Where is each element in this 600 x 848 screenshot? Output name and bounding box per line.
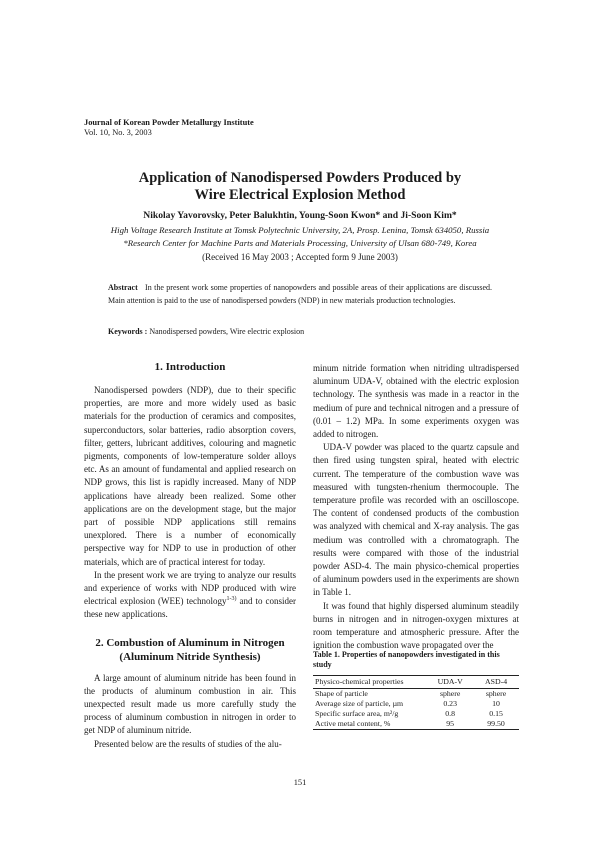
table-header-asd-4: ASD-4 xyxy=(473,676,519,689)
table-cell: sphere xyxy=(485,689,507,698)
table-header-row xyxy=(313,676,519,689)
intro-p2-text: In the present work we are trying to analyze our results and experience of works with NDP produced with wire electrical explosion (WEE) technology xyxy=(84,569,296,607)
table-header-property: Physico-chemical properties xyxy=(313,676,427,689)
table-cell: sphere xyxy=(439,689,461,698)
journal-name: Journal of Korean Powder Metallurgy Institute xyxy=(84,118,254,127)
table-row xyxy=(313,709,519,719)
right-column xyxy=(313,362,519,652)
keywords xyxy=(108,327,304,336)
section-2-heading-line-1: 2. Combustion of Aluminum in Nitrogen xyxy=(95,636,285,649)
right-paragraph-3: It was found that highly dispersed aluminum steadily burns in nitrogen and in nitrogen-oxygen mixtures at room temperature and atmospheric pressure. After the ignition the combustion wave propagated over the xyxy=(313,600,519,651)
section-2-heading xyxy=(84,636,296,664)
table-row xyxy=(313,699,519,709)
affiliation-1: High Voltage Research Institute at Tomsk Polytechnic University, 2A, Prosp. Lenina, Tomsk 634050, Russia xyxy=(110,225,490,235)
table-header-uda-v: UDA-V xyxy=(427,676,473,689)
title-line-2: Wire Electrical Explosion Method xyxy=(194,187,406,203)
table-cell: 95 xyxy=(427,719,473,730)
keywords-text: Nanodispersed powders, Wire electric explosion xyxy=(149,327,305,336)
table-cell: 0.8 xyxy=(445,709,456,718)
intro-p2-end: and to consider these new applications. xyxy=(84,596,297,620)
paper-title xyxy=(0,170,600,204)
right-paragraph-1: minum nitride formation when nitriding ultradispersed aluminum UDA-V, obtained with the electric explosion technology. The synthesis was made in a reactor in the medium of pure and technical nitrogen and a pressure of (0.01 – 1.2) MPa. In some experiments oxygen was added to nitrogen. xyxy=(313,363,519,440)
received-dates: (Received 16 May 2003 ; Accepted form 9 June 2003) xyxy=(202,252,398,262)
section-2-paragraph-1: A large amount of aluminum nitride has been found in the products of aluminum combustion in air. This unexpected result made us more carefully study the process of aluminum combustion in nitrogen in order to get NDP of aluminum nitride. xyxy=(84,672,296,736)
table-1-caption: Table 1. Properties of nanopowders investigated in this study xyxy=(313,650,500,669)
table-cell: Shape of particle xyxy=(315,689,368,698)
table-cell: Average size of particle, µm xyxy=(315,699,404,708)
author-list: Nikolay Yavorovsky, Peter Balukhtin, Young-Soon Kwon* and Ji-Soon Kim* xyxy=(143,210,457,221)
intro-paragraph-2 xyxy=(84,569,296,622)
table-cell: 10 xyxy=(492,699,500,708)
left-column xyxy=(84,360,296,751)
table-cell: 0.23 xyxy=(443,699,457,708)
table-cell: Active metal content, % xyxy=(313,719,427,730)
abstract-text: In the present work some properties of nanopowders and possible areas of their applications are discussed. Main attention is paid to the use of nanodispersed powders (NDP) in new materials production technologies. xyxy=(108,283,493,306)
right-paragraph-2: UDA-V powder was placed to the quartz capsule and then fired using tungsten spiral, heated with electric current. The temperature of the combustion wave was measured with tungsten-rhenium thermocouple. The temperature profile was recorded with an oscilloscope. The content of condensed products of the combustion was analyzed with chemical and X-ray analysis. The gas medium was controlled with a chromatograph. The results were compared with those of the industrial powder ASD-4. The main physico-chemical properties of aluminum powders used in the experiments are shown in Table 1. xyxy=(313,442,519,598)
table-cell: 0.15 xyxy=(489,709,503,718)
abstract xyxy=(108,281,492,308)
table-row xyxy=(313,689,519,700)
title-line-1: Application of Nanodispersed Powders Produced by xyxy=(138,170,462,186)
keywords-label: Keywords : xyxy=(108,327,148,336)
table-cell: Specific surface area, m²/g xyxy=(315,709,399,718)
affiliation-2: *Research Center for Machine Parts and Materials Processing, University of Ulsan 680-749, Korea xyxy=(123,238,477,248)
section-1-heading: 1. Introduction xyxy=(154,361,226,373)
intro-paragraph-1: Nanodispersed powders (NDP), due to their specific properties, are more and more widely used as basic materials for the production of ceramics and composites, superconductors, solar batteries, radio absorption covers, filter, getters, lubricant additives, colouring and magnetic pigments, components of low-temperature solder alloys etc. As an amount of fundamental and applied research on NDP grows, this list is rapidly increased. Many of NDP applications have already been realized. Some other applications are on the development stage, but the major part of possible NDP applications still remains unexplored. There is a number of economically perspective way for NDP to use in production of other materials, which are of practical interest for today. xyxy=(84,385,296,567)
page-number: 151 xyxy=(293,778,307,787)
table-row xyxy=(313,719,519,730)
section-2-paragraph-2: Presented below are the results of studies of the alu- xyxy=(94,738,282,749)
properties-table xyxy=(313,675,519,730)
reference-marker: 1-3) xyxy=(226,596,237,603)
journal-volume: Vol. 10, No. 3, 2003 xyxy=(84,128,152,137)
section-2-heading-line-2: (Aluminum Nitride Synthesis) xyxy=(119,650,261,663)
abstract-label: Abstract xyxy=(108,283,138,292)
table-cell: 99.50 xyxy=(473,719,519,730)
